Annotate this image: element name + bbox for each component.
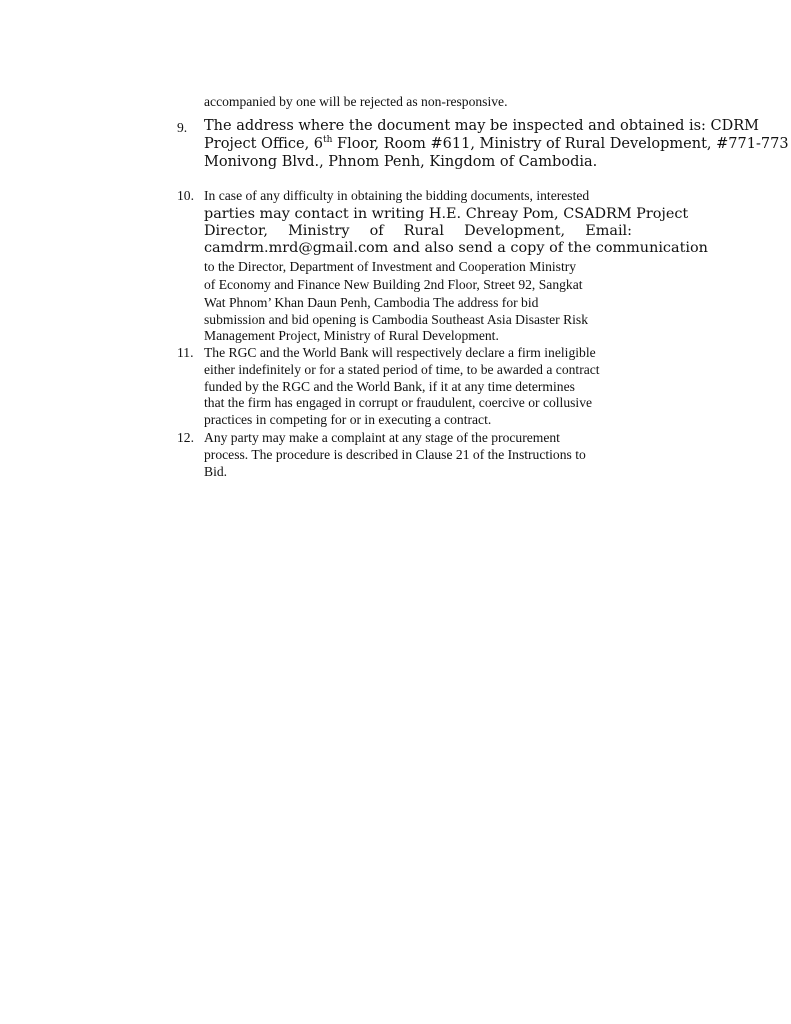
item-12-line-3: Bid. bbox=[204, 464, 228, 479]
item-10-line-7: Wat Phnom’ Khan Daun Penh, Cambodia The address for bid bbox=[204, 295, 539, 310]
item-11-line-3: funded by the RGC and the World Bank, if it at any time determines bbox=[204, 379, 575, 394]
item-10-line-8: submission and bid opening is Cambodia Southeast Asia Disaster Risk bbox=[204, 312, 589, 327]
item-12-line-2: process. The procedure is described in Clause 21 of the Instructions to bbox=[204, 447, 586, 462]
item-9-line-2: Project Office, 6th Floor, Room #611, Ministry of Rural Development, #771-773 bbox=[204, 135, 789, 152]
item-number: 10. bbox=[177, 188, 194, 203]
item-number: 12. bbox=[177, 430, 194, 445]
item-10-line-4: camdrm.mrd@gmail.com and also send a copy of the communication bbox=[204, 240, 708, 256]
item-11-line-5: practices in competing for or in executing a contract. bbox=[204, 412, 492, 427]
item-10-line-6: of Economy and Finance New Building 2nd Floor, Street 92, Sangkat bbox=[204, 277, 583, 292]
item-10-line-2: parties may contact in writing H.E. Chreay Pom, CSADRM Project bbox=[204, 206, 689, 222]
item-number: 9. bbox=[177, 120, 188, 135]
item-10-line-3: Director, Ministry of Rural Development, Email: bbox=[204, 223, 632, 239]
item-number: 11. bbox=[177, 345, 194, 360]
item-9-line-1: The address where the document may be inspected and obtained is: CDRM bbox=[204, 118, 760, 134]
intro-line: accompanied by one will be rejected as non-responsive. bbox=[204, 94, 508, 109]
item-11-line-4: that the firm has engaged in corrupt or fraudulent, coercive or collusive bbox=[204, 395, 593, 410]
item-10-line-1: In case of any difficulty in obtaining the bidding documents, interested bbox=[204, 188, 590, 203]
item-10-line-9: Management Project, Ministry of Rural Development. bbox=[204, 328, 499, 343]
item-10-line-5: to the Director, Department of Investment and Cooperation Ministry bbox=[204, 259, 577, 274]
item-11-line-1: The RGC and the World Bank will respectively declare a firm ineligible bbox=[204, 345, 596, 360]
item-11-line-2: either indefinitely or for a stated period of time, to be awarded a contract bbox=[204, 362, 600, 377]
item-9-line-3: Monivong Blvd., Phnom Penh, Kingdom of Cambodia. bbox=[204, 154, 598, 170]
item-12-line-1: Any party may make a complaint at any stage of the procurement bbox=[204, 430, 560, 445]
